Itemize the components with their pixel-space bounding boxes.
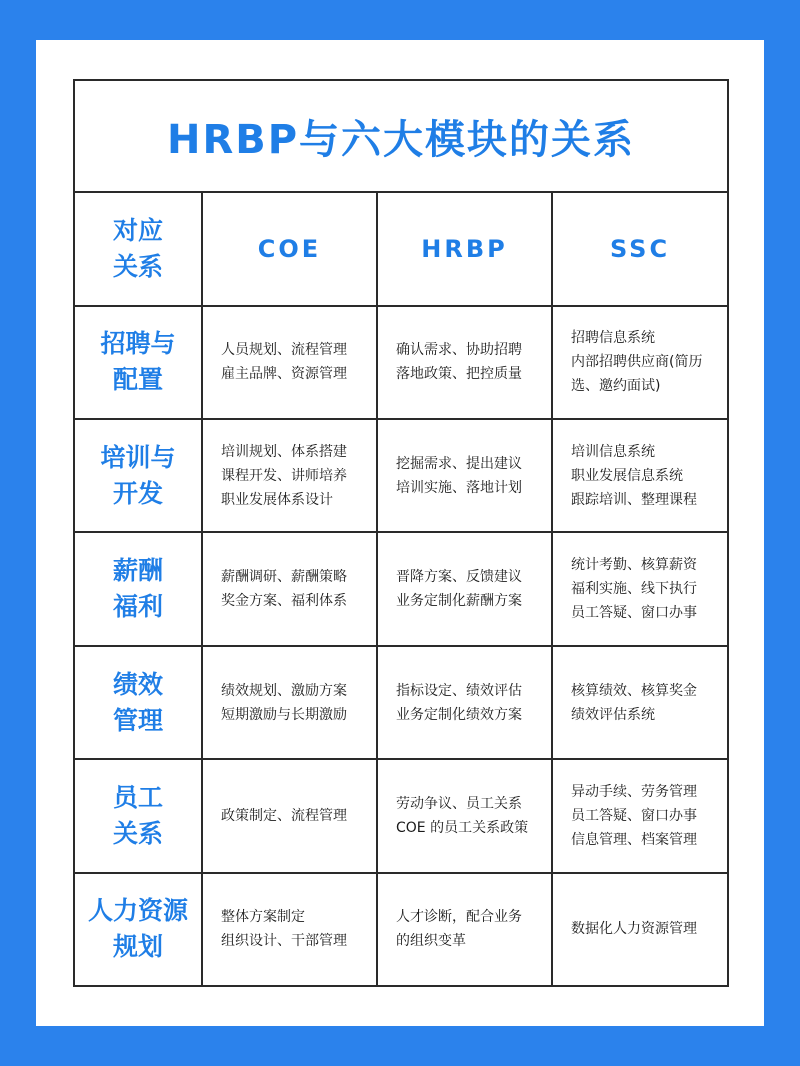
ssc-cell	[552, 419, 728, 532]
corner-header-line: 对应	[112, 216, 163, 246]
cell-line: 短期激励与长期激励	[221, 706, 347, 723]
cell-line: 指标设定、绩效评估	[396, 682, 522, 699]
column-header-ssc: SSC	[552, 192, 728, 305]
table-row-hr-planning	[74, 873, 728, 986]
cell-line: 课程开发、讲师培养	[221, 467, 347, 484]
cell-line: 业务定制化薪酬方案	[396, 593, 522, 610]
row-label-line: 规划	[112, 932, 163, 962]
cell-line: 内部招聘供应商(简历	[571, 354, 703, 371]
coe-cell	[202, 759, 377, 872]
corner-header-line: 关系	[112, 252, 163, 282]
cell-line: 确认需求、协助招聘	[396, 342, 522, 359]
cell-line: 培训实施、落地计划	[396, 479, 522, 496]
cell-line: 员工答疑、窗口办事	[571, 605, 697, 622]
cell-line: 核算绩效、核算奖金	[571, 682, 697, 699]
row-label-line: 招聘与	[100, 329, 176, 359]
cell-line: 福利实施、线下执行	[571, 581, 697, 598]
cell-line: 绩效评估系统	[571, 706, 655, 723]
hrbp-cell	[377, 419, 552, 532]
coe-cell	[202, 646, 377, 759]
cell-line: 绩效规划、激励方案	[221, 682, 347, 699]
hrbp-cell	[377, 873, 552, 986]
table-row-performance	[74, 646, 728, 759]
row-label	[74, 873, 202, 986]
table-row-employee-relations	[74, 759, 728, 872]
cell-line: 培训信息系统	[571, 443, 655, 460]
cell-line: 数据化人力资源管理	[571, 921, 697, 938]
cell-line: 信息管理、档案管理	[571, 831, 697, 848]
cell-line: 统计考勤、核算薪资	[571, 557, 697, 574]
cell-line: 职业发展体系设计	[221, 491, 333, 508]
row-label	[74, 759, 202, 872]
ssc-cell	[552, 646, 728, 759]
cell-line: 晋降方案、反馈建议	[396, 569, 522, 586]
ssc-cell	[552, 873, 728, 986]
hrbp-cell	[377, 759, 552, 872]
column-header-hrbp: HRBP	[377, 192, 552, 305]
cell-line: 落地政策、把控质量	[396, 366, 522, 383]
row-label	[74, 646, 202, 759]
row-label-line: 福利	[112, 592, 163, 622]
row-label	[74, 306, 202, 419]
cell-line: 职业发展信息系统	[571, 467, 683, 484]
row-label	[74, 419, 202, 532]
cell-line: 政策制定、流程管理	[221, 807, 347, 824]
cell-line: 劳动争议、员工关系	[396, 795, 522, 812]
relationship-table	[73, 79, 729, 987]
cell-line: 培训规划、体系搭建	[221, 443, 347, 460]
row-label-line: 关系	[112, 818, 163, 848]
cell-line: 整体方案制定	[221, 909, 305, 926]
column-header-coe: COE	[202, 192, 377, 305]
row-label-line: 员工	[112, 782, 163, 812]
row-label-line: 配置	[112, 365, 163, 395]
cell-line: 人才诊断，配合业务	[396, 909, 522, 926]
cell-line: 业务定制化绩效方案	[396, 706, 522, 723]
ssc-cell	[552, 306, 728, 419]
table-row-compensation	[74, 532, 728, 645]
cell-line: 员工答疑、窗口办事	[571, 807, 697, 824]
hrbp-cell	[377, 306, 552, 419]
cell-line: 跟踪培训、整理课程	[571, 491, 697, 508]
row-label	[74, 532, 202, 645]
row-label-line: 人力资源	[87, 896, 188, 926]
cell-line: 招聘信息系统	[571, 330, 655, 347]
cell-line: 雇主品牌、资源管理	[221, 366, 347, 383]
row-label-line: 开发	[112, 478, 163, 508]
coe-cell	[202, 419, 377, 532]
coe-cell	[202, 532, 377, 645]
coe-cell	[202, 873, 377, 986]
row-label-line: 绩效	[112, 669, 163, 699]
cell-line: 奖金方案、福利体系	[221, 593, 347, 610]
row-label-line: 管理	[112, 705, 163, 735]
cell-line: 挖掘需求、提出建议	[396, 455, 522, 472]
cell-line: 薪酬调研、薪酬策略	[221, 569, 347, 586]
ssc-cell	[552, 532, 728, 645]
cell-line: 组织设计、干部管理	[221, 933, 347, 950]
page-title: HRBP与六大模块的关系	[166, 116, 636, 163]
cell-line: 人员规划、流程管理	[221, 342, 347, 359]
cell-line: COE 的员工关系政策	[396, 819, 529, 836]
coe-cell	[202, 306, 377, 419]
cell-line: 异动手续、劳务管理	[571, 783, 697, 800]
corner-header	[74, 192, 202, 305]
hrbp-cell	[377, 532, 552, 645]
hrbp-cell	[377, 646, 552, 759]
row-label-line: 培训与	[100, 442, 176, 472]
cell-line: 选、邀约面试)	[571, 378, 661, 395]
header-row	[74, 192, 728, 305]
ssc-cell	[552, 759, 728, 872]
cell-line: 的组织变革	[396, 933, 466, 950]
row-label-line: 薪酬	[112, 556, 163, 586]
title-cell	[74, 80, 728, 192]
table-row-training	[74, 419, 728, 532]
table-row-recruitment	[74, 306, 728, 419]
